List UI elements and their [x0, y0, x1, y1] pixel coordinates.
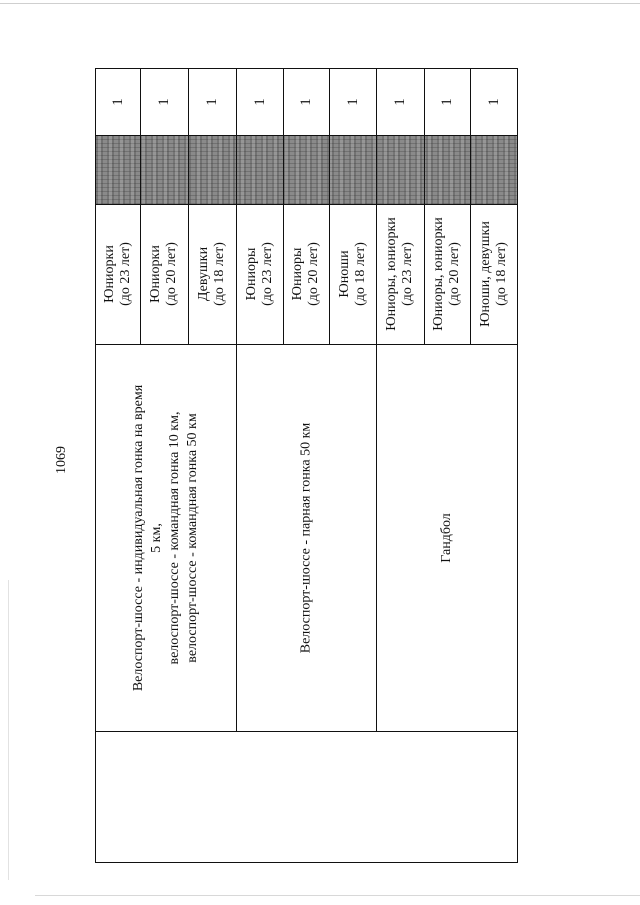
- category-cell: [188, 204, 236, 344]
- event-line: велоспорт-шоссе - командная гонка 10 км,: [167, 411, 182, 665]
- category-age: (до 18 лет): [212, 242, 228, 306]
- category-age: (до 18 лет): [352, 242, 368, 306]
- category-name: Юноши: [336, 250, 352, 298]
- category-age: (до 23 лет): [400, 242, 415, 306]
- count-cell: [283, 69, 329, 135]
- category-cell: [236, 204, 283, 344]
- count-value: 1: [110, 98, 126, 106]
- category-name: Юниоры, юниорки: [384, 217, 399, 331]
- scan-edge-left: [8, 580, 9, 880]
- event-line: Велоспорт-шоссе - индивидуальная гонка на время: [131, 384, 146, 692]
- category-age: (до 18 лет): [493, 242, 509, 306]
- category-cell: [470, 204, 517, 344]
- category-name: Юноши, девушки: [477, 221, 493, 327]
- count-value: 1: [298, 98, 314, 106]
- category-age: (до 23 лет): [118, 242, 134, 306]
- count-cell: [140, 69, 188, 135]
- count-value: 1: [392, 98, 408, 106]
- category-age: (до 20 лет): [447, 242, 462, 306]
- count-cell: [329, 69, 376, 135]
- category-name: Юниорки: [148, 245, 164, 303]
- category-age: (до 20 лет): [164, 242, 180, 306]
- event-line: 5 км,: [149, 523, 164, 553]
- count-value: 1: [344, 98, 361, 106]
- page-number-text: 1069: [54, 446, 69, 474]
- count-cell: [236, 69, 283, 135]
- event-line: велоспорт-шоссе - командная гонка 50 км: [185, 413, 200, 663]
- category-cell: [140, 204, 188, 344]
- page-number: [42, 445, 82, 475]
- category-name: Юниоры: [243, 247, 259, 301]
- empty-merged-cell: [96, 732, 517, 862]
- count-cell: [96, 69, 140, 135]
- count-cell: [376, 69, 424, 135]
- count-value: 1: [485, 98, 502, 106]
- category-name: Юниоры: [290, 247, 306, 301]
- category-cell: [283, 204, 329, 344]
- sports-table: [95, 68, 518, 863]
- category-age: (до 20 лет): [306, 242, 322, 306]
- count-cell: [188, 69, 236, 135]
- category-cell: [96, 204, 140, 344]
- count-value: 1: [439, 98, 455, 106]
- count-value: 1: [156, 98, 172, 106]
- event-line: Гандбол: [439, 513, 454, 563]
- category-cell: [376, 204, 424, 344]
- event-line: Велоспорт-шоссе - парная гонка 50 км: [298, 422, 314, 654]
- event-cell-handball: [377, 345, 517, 731]
- category-name: Девушки: [196, 246, 212, 302]
- category-age: (до 23 лет): [259, 242, 275, 306]
- category-cell: [329, 204, 376, 344]
- scan-edge-bottom: [35, 895, 640, 896]
- event-cell-road-cycling-pair: [237, 345, 376, 731]
- count-cell: [424, 69, 470, 135]
- column-separator: [96, 135, 517, 136]
- scan-edge-top: [0, 3, 640, 4]
- count-value: 1: [204, 98, 220, 106]
- count-cell: [470, 69, 517, 135]
- category-cell: [424, 204, 470, 344]
- count-value: 1: [251, 98, 268, 106]
- redacted-column: [96, 135, 517, 204]
- category-name: Юниорки: [102, 245, 118, 303]
- event-cell-road-cycling-individual: [96, 345, 236, 731]
- category-name: Юниоры, юниорки: [431, 217, 446, 331]
